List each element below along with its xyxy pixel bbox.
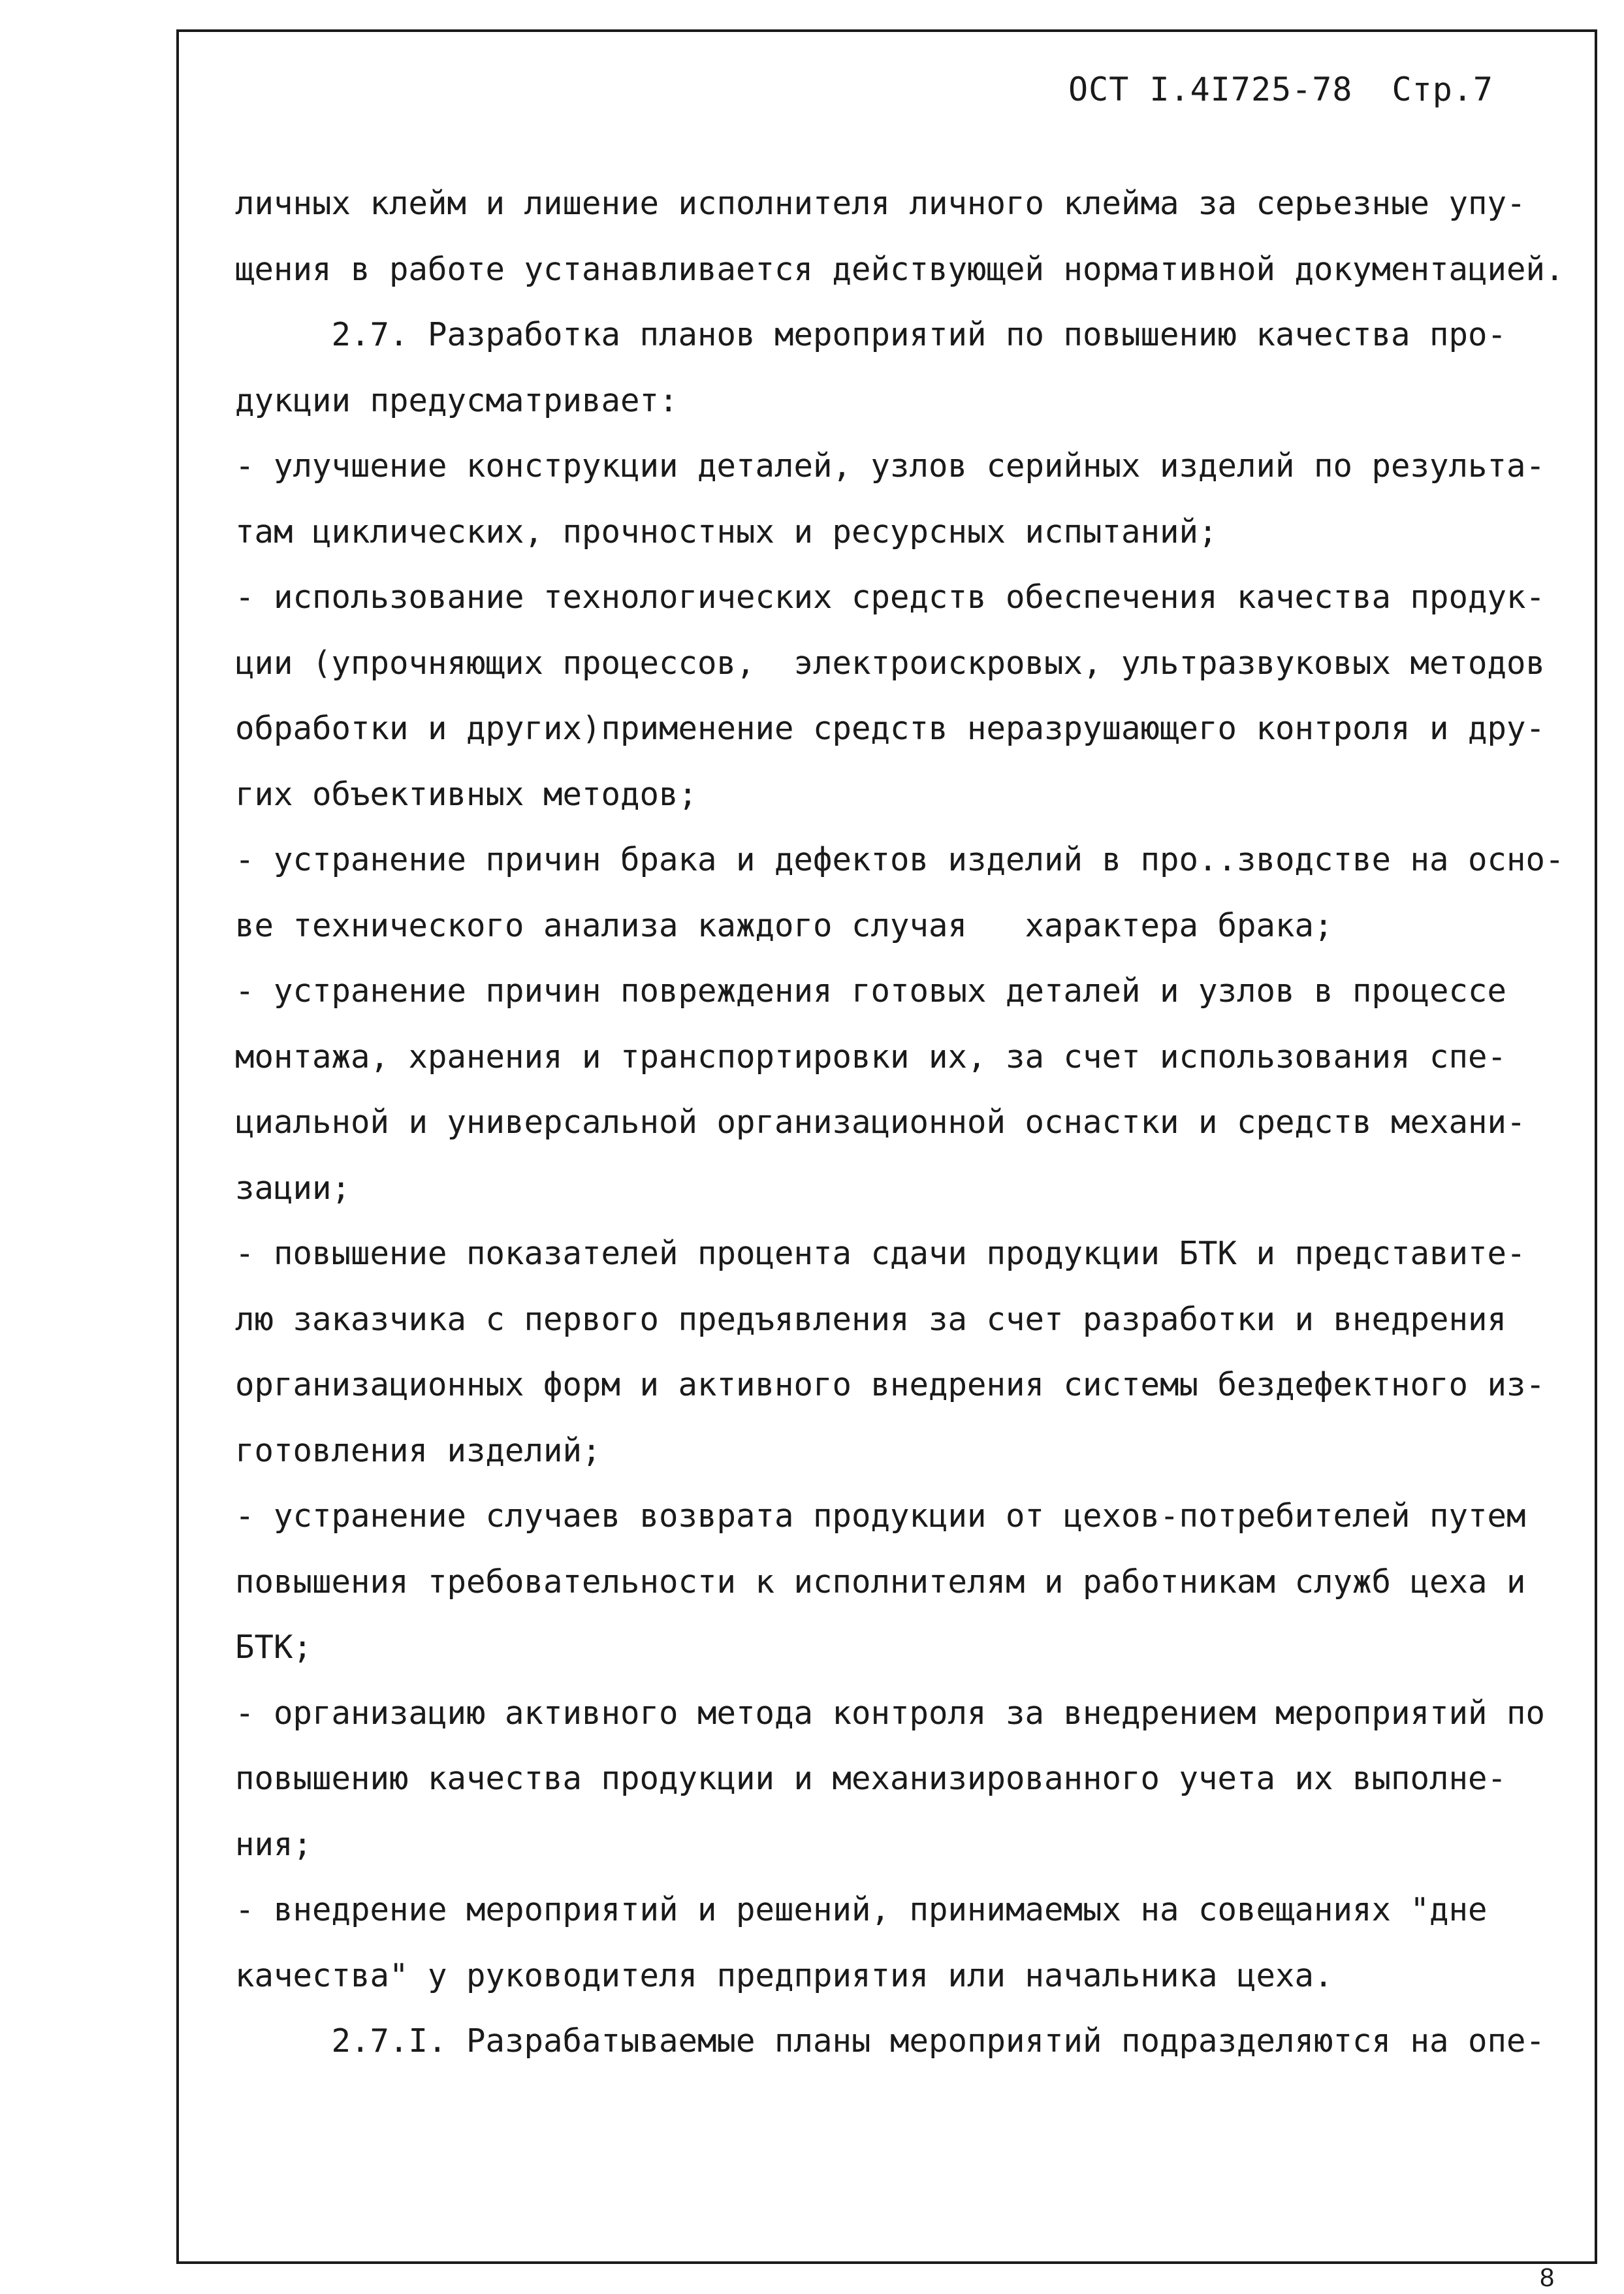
text-line: - устранение причин брака и дефектов изделий в про..зводстве на осно- [235,841,1565,878]
text-line: - улучшение конструкции деталей, узлов серийных изделий по результа- [235,447,1546,485]
text-line: 2.7. Разработка планов мероприятий по повышению качества про- [235,316,1507,353]
text-line: ции (упрочняющих процессов, электроискровых, ультразвуковых методов [235,644,1546,682]
text-line: - устранение причин повреждения готовых деталей и узлов в процессе [235,972,1507,1010]
text-line: ния; [235,1825,313,1863]
text-line: - организацию активного метода контроля за внедрением мероприятий по [235,1694,1546,1732]
text-line: повышения требовательности к исполнителям и работникам служб цеха и [235,1563,1526,1601]
text-line: лю заказчика с первого предъявления за счет разработки и внедрения [235,1300,1507,1338]
text-line: ве технического анализа каждого случая характера брака; [235,906,1333,944]
page-number-label: Стр.7 [1392,71,1493,108]
text-line: - повышение показателей процента сдачи продукции БТК и представите- [235,1235,1526,1272]
text-line: обработки и других)применение средств неразрушающего контроля и дру- [235,710,1546,747]
page-header [1068,71,1493,108]
document-code: ОСТ I.4I725-78 [1068,71,1353,108]
text-line: готовления изделий; [235,1431,601,1469]
text-line: монтажа, хранения и транспортировки их, за счет использования спе- [235,1038,1507,1075]
text-line: дукции предусматривает: [235,381,678,419]
text-line: организационных форм и активного внедрения системы бездефектного из- [235,1366,1546,1403]
document-body [235,171,1580,2075]
text-line: БТК; [235,1629,313,1666]
text-line: гих объективных методов; [235,775,698,813]
sheet-number: 8 [1540,2263,1555,2292]
text-line: - устранение случаев возврата продукции от цехов-потребителей путем [235,1497,1526,1535]
text-line: зации; [235,1169,351,1207]
text-line: 2.7.I. Разрабатываемые планы мероприятий подразделяются на опе- [235,2022,1546,2060]
text-line: там циклических, прочностных и ресурсных испытаний; [235,513,1218,550]
text-line: качества" у руководителя предприятия или начальника цеха. [235,1956,1333,1994]
text-line: - внедрение мероприятий и решений, принимаемых на совещаниях "дне [235,1891,1488,1928]
text-line: циальной и универсальной организационной оснастки и средств механи- [235,1104,1526,1141]
text-line: - использование технологических средств обеспечения качества продук- [235,579,1546,616]
text-line: личных клейм и лишение исполнителя личного клейма за серьезные упу- [235,185,1526,222]
text-line: щения в работе устанавливается действующей нормативной документацией. [235,250,1565,288]
text-line: повышению качества продукции и механизированного учета их выполне- [235,1760,1507,1797]
